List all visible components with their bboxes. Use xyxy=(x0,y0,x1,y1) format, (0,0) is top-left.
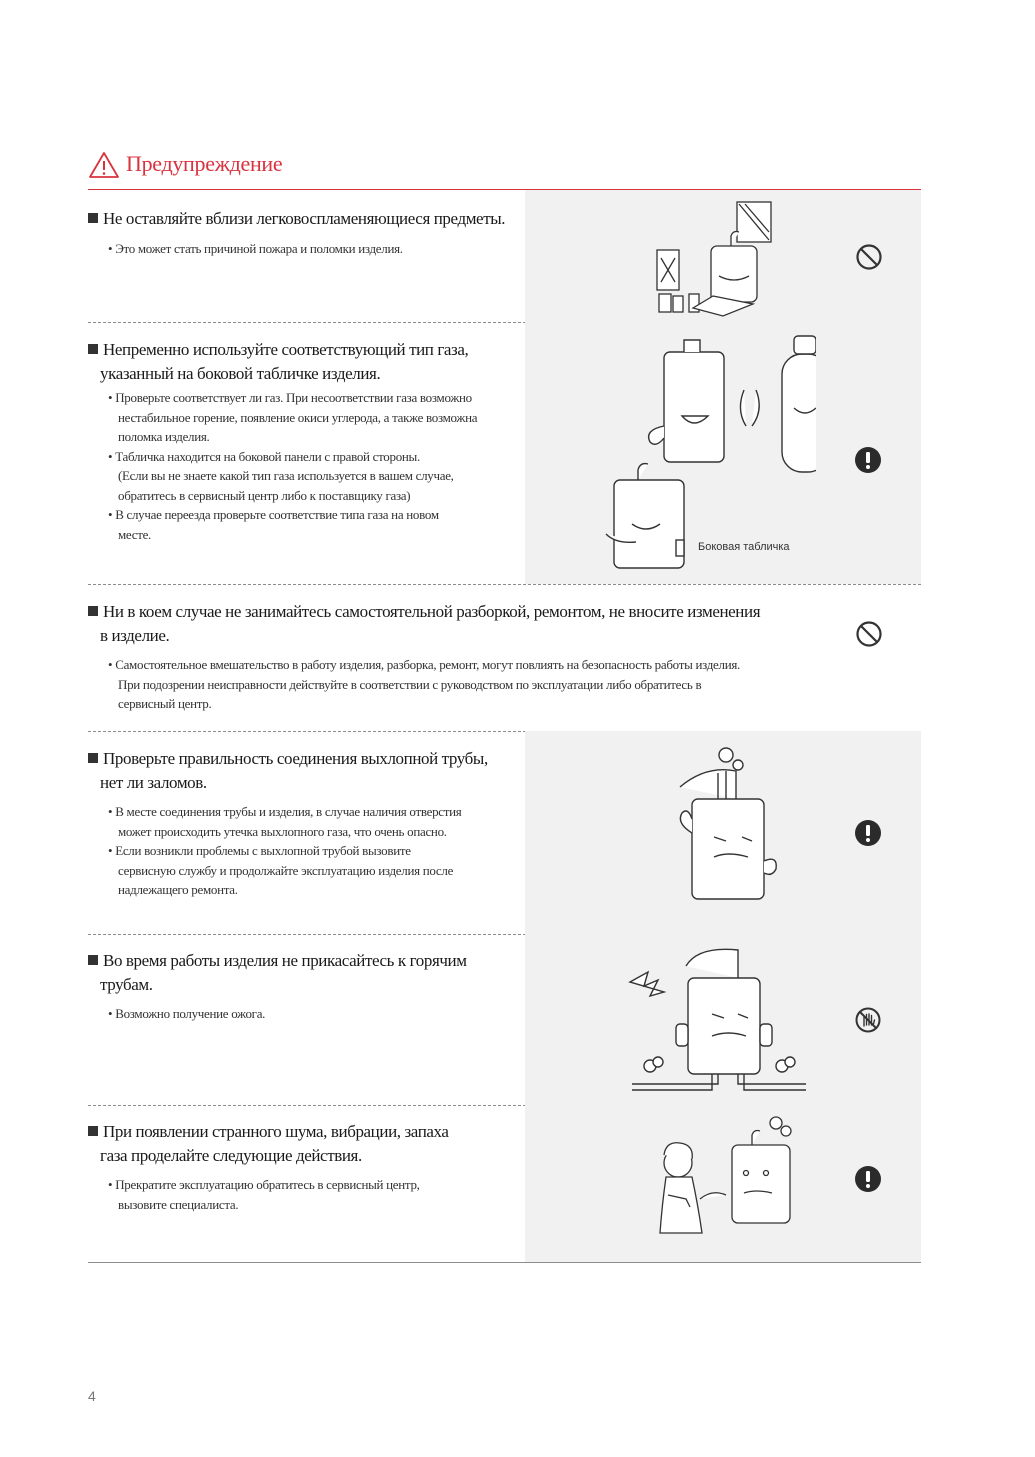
warning-section-gas-type xyxy=(88,322,921,585)
section-heading: Не оставляйте вблизи легковоспламеняющиеся предметы. xyxy=(88,207,505,231)
page-title: Предупреждение xyxy=(126,151,283,176)
hot-pipes-illustration xyxy=(628,942,810,1092)
warning-section-flammables xyxy=(88,190,921,323)
section-heading: Непременно используйте соответствующий тип газа, указанный на боковой табличке изделия. xyxy=(88,338,468,386)
section-bullets: • Возможно получение ожога. xyxy=(108,1006,266,1021)
warning-section-exhaust-pipe xyxy=(88,731,921,935)
section-bullets: • Самостоятельное вмешательство в работу изделия, разборка, ремонт, могут повлиять на безопасность работы изделия. При подозрении неисправности действуйте в соответствии с руководством по эксплуатации либо обратитесь в сервисный центр. xyxy=(108,657,740,711)
section-heading: Ни в коем случае не занимайтесь самостоятельной разборкой, ремонтом, не вносите изменения в изделие. xyxy=(88,600,760,648)
section-bullets: • Проверьте соответствует ли газ. При несоответствии газа возможно нестабильное горение, появление окиси углерода, а также возможна поломка изделия. • Табличка находится на боковой панели с правой стороны. (Если вы не знаете какой тип газа используется в вашем случае, обратитесь в сервисный центр либо к поставщику газа) • В случае переезда проверьте соответствие типа газа на новом месте. xyxy=(108,390,478,542)
exhaust-pipe-illustration xyxy=(666,743,796,929)
flammables-illustration xyxy=(653,198,803,320)
mandatory-icon xyxy=(854,446,882,474)
section-heading: При появлении странного шума, вибрации, запаха газа проделайте следующие действия. xyxy=(88,1120,449,1168)
section-heading: Во время работы изделия не прикасайтесь к горячим трубам. xyxy=(88,949,467,997)
prohibition-icon xyxy=(855,620,883,648)
section-heading: Проверьте правильность соединения выхлопной трубы, нет ли заломов. xyxy=(88,747,488,795)
mandatory-icon xyxy=(854,1165,882,1193)
section-bullets: • В месте соединения трубы и изделия, в случае наличия отверстия может происходить утечка выхлопного газа, что очень опасно. • Если возникли проблемы с выхлопной трубой вызовите сервисную службу и продолжайте эксплуатацию изделия после надлежащего ремонта. xyxy=(108,804,462,897)
no-touch-icon xyxy=(854,1006,882,1034)
warning-section-hot-pipes xyxy=(88,934,921,1106)
section-bullets: • Прекратите эксплуатацию обратитесь в сервисный центр, вызовите специалиста. xyxy=(108,1177,420,1212)
side-plate-label: Боковая табличка xyxy=(698,541,790,553)
gas-type-illustration xyxy=(596,330,816,572)
section-bullets: • Это может стать причиной пожара и поломки изделия. xyxy=(108,241,403,256)
gas-smell-illustration xyxy=(656,1115,794,1237)
mandatory-icon xyxy=(854,819,882,847)
warning-section-disassembly xyxy=(88,584,921,732)
page-number: 4 xyxy=(88,1388,96,1404)
warning-header xyxy=(88,145,921,190)
warning-triangle-icon xyxy=(88,151,120,179)
warning-section-strange-noise xyxy=(88,1105,921,1263)
prohibition-icon xyxy=(855,243,883,271)
